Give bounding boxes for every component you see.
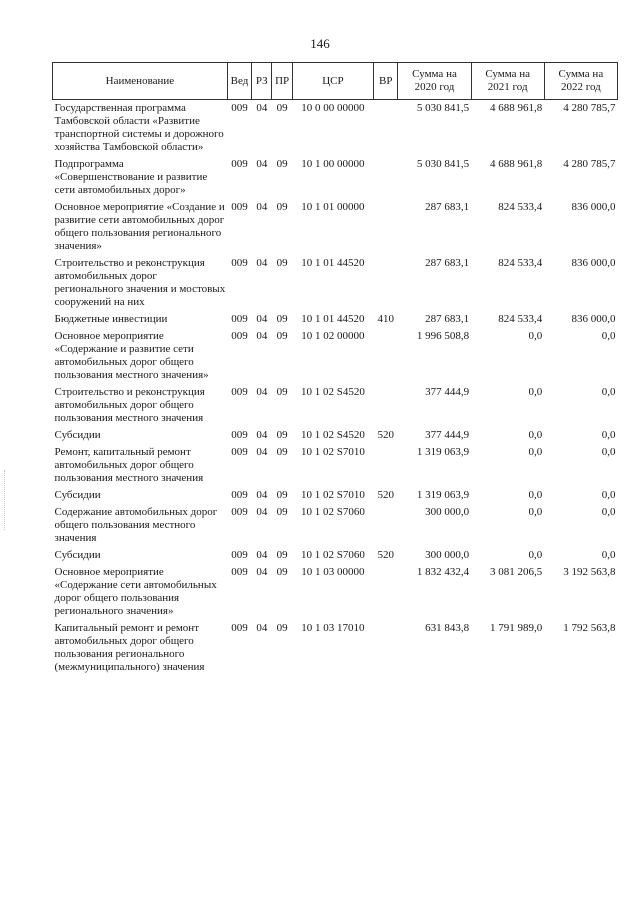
cell-pr: 09 [276, 386, 288, 398]
cell-name: Бюджетные инвестиции [54, 313, 168, 325]
cell-sum-2020: 5 030 841,5 [416, 102, 470, 114]
cell-csr: 10 1 03 17010 [301, 622, 365, 634]
cell-sum-2021: 0,0 [528, 446, 543, 458]
cell-rz: 04 [256, 313, 268, 325]
cell-name: Строительство и реконструкция автомобильных дорог регионального значения и мостовых сооружений на них [54, 257, 226, 308]
cell-name: Субсидии [54, 489, 101, 501]
table-row [53, 201, 618, 257]
cell-vr [374, 386, 398, 429]
cell-name: Капитальный ремонт и ремонт автомобильных дорог общего пользования регионального (межмуниципального) значения [54, 622, 205, 673]
cell-sum-2020: 300 000,0 [425, 506, 470, 518]
cell-sum-2022: 0,0 [601, 330, 616, 342]
cell-vr [374, 257, 398, 313]
cell-ved: 009 [231, 102, 248, 114]
cell-rz: 04 [256, 386, 268, 398]
table-row [53, 566, 618, 622]
cell-sum-2021: 0,0 [528, 489, 543, 501]
table-row [53, 622, 618, 678]
cell-ved: 009 [231, 386, 248, 398]
table-body [53, 100, 618, 679]
cell-ved: 009 [231, 158, 248, 170]
cell-csr: 10 1 01 44520 [301, 257, 365, 269]
cell-csr: 10 1 01 00000 [301, 201, 365, 213]
cell-csr: 10 0 00 00000 [301, 102, 365, 114]
cell-sum-2022: 0,0 [601, 386, 616, 398]
cell-sum-2022: 3 192 563,8 [563, 566, 616, 578]
cell-sum-2022: 836 000,0 [571, 313, 616, 325]
cell-csr: 10 1 02 S7010 [300, 489, 365, 501]
cell-rz: 04 [256, 257, 268, 269]
cell-vr: 410 [377, 313, 394, 325]
cell-vr: 520 [377, 429, 394, 441]
margin-mark [4, 470, 9, 530]
cell-sum-2022: 0,0 [601, 549, 616, 561]
cell-sum-2020: 1 832 432,4 [416, 566, 470, 578]
cell-pr: 09 [276, 566, 288, 578]
cell-sum-2020: 1 996 508,8 [416, 330, 470, 342]
page-number: 146 [310, 36, 330, 51]
table-row [53, 100, 618, 159]
cell-sum-2021: 824 533,4 [498, 313, 543, 325]
table-row [53, 257, 618, 313]
cell-name: Подпрограмма «Совершенствование и развитие сети автомобильных дорог» [54, 158, 208, 196]
cell-name: Государственная программа Тамбовской области «Развитие транспортной системы и дорожного хозяйства Тамбовской области» [54, 102, 224, 153]
cell-ved: 009 [231, 489, 248, 501]
cell-name: Субсидии [54, 549, 101, 561]
cell-csr: 10 1 02 S7010 [300, 446, 365, 458]
cell-pr: 09 [276, 158, 288, 170]
cell-csr: 10 1 02 00000 [301, 330, 365, 342]
cell-vr [374, 446, 398, 489]
cell-sum-2022: 1 792 563,8 [563, 622, 616, 634]
table-row [53, 330, 618, 386]
header-pr: ПР [272, 63, 292, 100]
cell-csr: 10 1 02 S7060 [300, 549, 365, 561]
cell-ved: 009 [231, 330, 248, 342]
cell-ved: 009 [231, 566, 248, 578]
cell-csr: 10 1 00 00000 [301, 158, 365, 170]
cell-sum-2022: 0,0 [601, 489, 616, 501]
cell-rz: 04 [256, 489, 268, 501]
cell-rz: 04 [256, 506, 268, 518]
cell-rz: 04 [256, 102, 268, 114]
cell-rz: 04 [256, 201, 268, 213]
header-csr: ЦСР [292, 63, 373, 100]
cell-vr [374, 330, 398, 386]
cell-pr: 09 [276, 257, 288, 269]
table-row [53, 429, 618, 446]
cell-vr [374, 158, 398, 201]
cell-vr [374, 100, 398, 159]
cell-ved: 009 [231, 429, 248, 441]
cell-name: Основное мероприятие «Содержание и развитие сети автомобильных дорог общего пользования местного значения» [54, 330, 209, 381]
cell-rz: 04 [256, 622, 268, 634]
cell-csr: 10 1 02 S4520 [300, 429, 365, 441]
cell-vr: 520 [377, 489, 394, 501]
cell-csr: 10 1 01 44520 [301, 313, 365, 325]
cell-sum-2021: 4 688 961,8 [490, 158, 543, 170]
cell-sum-2020: 287 683,1 [425, 313, 470, 325]
header-ved: Вед [227, 63, 251, 100]
cell-sum-2021: 0,0 [528, 549, 543, 561]
cell-sum-2020: 287 683,1 [425, 257, 470, 269]
cell-pr: 09 [276, 429, 288, 441]
header-vr: ВР [374, 63, 398, 100]
cell-sum-2021: 0,0 [528, 506, 543, 518]
cell-pr: 09 [276, 201, 288, 213]
header-sum-2021: Сумма на 2021 год [471, 63, 544, 100]
header-sum-2022: Сумма на 2022 год [544, 63, 617, 100]
cell-rz: 04 [256, 566, 268, 578]
cell-sum-2022: 836 000,0 [571, 201, 616, 213]
cell-sum-2020: 377 444,9 [425, 429, 470, 441]
cell-pr: 09 [276, 622, 288, 634]
cell-pr: 09 [276, 446, 288, 458]
cell-sum-2021: 0,0 [528, 330, 543, 342]
header-name: Наименование [53, 63, 228, 100]
cell-sum-2022: 0,0 [601, 429, 616, 441]
cell-csr: 10 1 03 00000 [301, 566, 365, 578]
cell-rz: 04 [256, 549, 268, 561]
table-row [53, 506, 618, 549]
table-row [53, 549, 618, 566]
cell-csr: 10 1 02 S7060 [300, 506, 365, 518]
cell-sum-2020: 5 030 841,5 [416, 158, 470, 170]
cell-ved: 009 [231, 257, 248, 269]
cell-rz: 04 [256, 158, 268, 170]
cell-ved: 009 [231, 506, 248, 518]
cell-sum-2020: 300 000,0 [425, 549, 470, 561]
cell-name: Основное мероприятие «Содержание сети автомобильных дорог общего пользования регионального значения» [54, 566, 217, 617]
cell-rz: 04 [256, 429, 268, 441]
cell-name: Строительство и реконструкция автомобильных дорог общего пользования местного значения [54, 386, 205, 424]
cell-ved: 009 [231, 549, 248, 561]
budget-table [52, 62, 618, 678]
table-row [53, 446, 618, 489]
cell-rz: 04 [256, 330, 268, 342]
cell-sum-2020: 631 843,8 [425, 622, 470, 634]
cell-rz: 04 [256, 446, 268, 458]
cell-pr: 09 [276, 330, 288, 342]
cell-pr: 09 [276, 506, 288, 518]
cell-vr [374, 566, 398, 622]
table-row [53, 158, 618, 201]
cell-pr: 09 [276, 313, 288, 325]
cell-sum-2021: 1 791 989,0 [490, 622, 543, 634]
cell-name: Субсидии [54, 429, 101, 441]
cell-sum-2021: 824 533,4 [498, 257, 543, 269]
cell-ved: 009 [231, 201, 248, 213]
cell-sum-2022: 836 000,0 [571, 257, 616, 269]
cell-pr: 09 [276, 549, 288, 561]
cell-sum-2022: 0,0 [601, 446, 616, 458]
cell-name: Основное мероприятие «Создание и развитие сети автомобильных дорог общего пользования регионального значения» [54, 201, 225, 252]
cell-sum-2021: 0,0 [528, 386, 543, 398]
table-row [53, 313, 618, 330]
cell-sum-2021: 824 533,4 [498, 201, 543, 213]
cell-sum-2022: 4 280 785,7 [563, 158, 616, 170]
cell-name: Ремонт, капитальный ремонт автомобильных дорог общего пользования местного значения [54, 446, 204, 484]
header-sum-2020: Сумма на 2020 год [398, 63, 471, 100]
table-row [53, 386, 618, 429]
cell-sum-2021: 3 081 206,5 [490, 566, 543, 578]
table-header [53, 63, 618, 100]
cell-sum-2020: 1 319 063,9 [416, 446, 470, 458]
table-row [53, 489, 618, 506]
cell-pr: 09 [276, 102, 288, 114]
cell-sum-2022: 4 280 785,7 [563, 102, 616, 114]
cell-sum-2021: 4 688 961,8 [490, 102, 543, 114]
cell-ved: 009 [231, 622, 248, 634]
cell-pr: 09 [276, 489, 288, 501]
cell-sum-2021: 0,0 [528, 429, 543, 441]
cell-vr [374, 201, 398, 257]
cell-vr: 520 [377, 549, 394, 561]
cell-csr: 10 1 02 S4520 [300, 386, 365, 398]
cell-vr [374, 506, 398, 549]
cell-vr [374, 622, 398, 678]
cell-sum-2020: 287 683,1 [425, 201, 470, 213]
cell-sum-2022: 0,0 [601, 506, 616, 518]
cell-sum-2020: 1 319 063,9 [416, 489, 470, 501]
header-rz: РЗ [252, 63, 272, 100]
cell-ved: 009 [231, 313, 248, 325]
cell-ved: 009 [231, 446, 248, 458]
cell-name: Содержание автомобильных дорог общего пользования местного значения [54, 506, 218, 544]
cell-sum-2020: 377 444,9 [425, 386, 470, 398]
